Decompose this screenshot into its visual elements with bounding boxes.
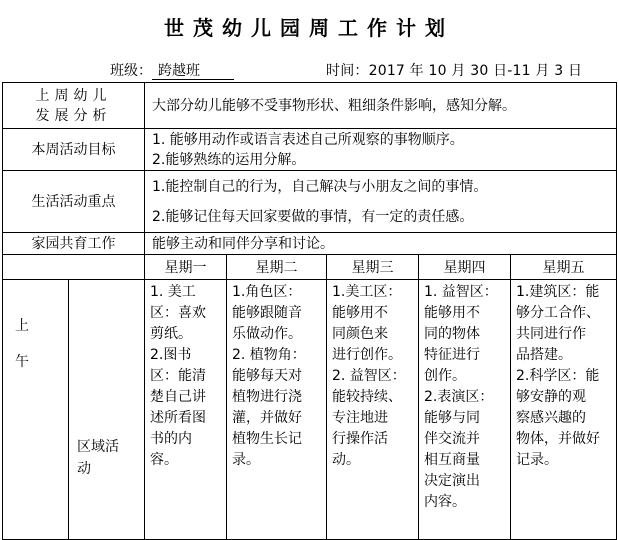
- class-label: 班级：: [110, 63, 152, 79]
- row-goals: [3, 129, 617, 171]
- cell-tue: 1.角色区： 能够跟随音 乐做动作。 2. 植物角： 能够每天对 植物进行浇 灌，并做好 植物生长记 录。: [227, 280, 327, 540]
- row-home: [3, 233, 617, 255]
- goals-content: 1. 能够用动作或语言表述自己所观察的事物顺序。 2.能够熟练的运用分解。: [145, 129, 617, 171]
- cell-mon: 1. 美工 区：喜欢 剪纸。 2.图书 区：能清 楚自己讲 述所看图 书的内 容。: [145, 280, 227, 540]
- day-thu: 星期四: [419, 255, 511, 280]
- home-label: 家园共育工作: [3, 233, 145, 255]
- time-range: 时间：2017 年 10 月 30 日-11 月 3 日: [326, 63, 583, 79]
- last-week-content: 大部分幼儿能够不受事物形状、粗细条件影响，感知分解。: [145, 83, 617, 129]
- session-label: 上 午: [3, 280, 69, 540]
- day-mon: 星期一: [145, 255, 227, 280]
- row-morning: [3, 280, 617, 540]
- life-label: 生活活动重点: [3, 171, 145, 233]
- class-info: [110, 60, 234, 80]
- row-days: [3, 255, 617, 280]
- last-week-label: 上周幼儿 发展分析: [3, 83, 145, 129]
- days-corner: [3, 255, 145, 280]
- activity-type-label: 区域活 动: [69, 280, 145, 540]
- day-wed: 星期三: [327, 255, 419, 280]
- goals-label: 本周活动目标: [3, 129, 145, 171]
- plan-table: [2, 82, 617, 540]
- home-content: 能够主动和同伴分享和讨论。: [145, 233, 617, 255]
- row-life: [3, 171, 617, 233]
- row-last-week: [3, 83, 617, 129]
- day-fri: 星期五: [511, 255, 617, 280]
- cell-thu: 1. 益智区： 能够用不 同的物体 特征进行 创作。 2.表演区： 能够与同 伴交流并 相互商量 决定演出 内容。: [419, 280, 511, 540]
- day-tue: 星期二: [227, 255, 327, 280]
- cell-fri: 1.建筑区：能 够分工合作、 共同进行作 品搭建。 2.科学区：能 够安静的观 察感兴趣的 物体，并做好 记录。: [511, 280, 617, 540]
- class-name: 跨越班: [152, 63, 234, 80]
- life-content: 1.能控制自己的行为，自己解决与小朋友之间的事情。 2.能够记住每天回家要做的事情，有一定的责任感。: [145, 171, 617, 233]
- cell-wed: 1.美工区： 能够用不 同颜色来 进行创作。 2. 益智区： 能较持续、 专注地进 行操作活 动。: [327, 280, 419, 540]
- page-title: 世茂幼儿园周工作计划: [164, 16, 454, 40]
